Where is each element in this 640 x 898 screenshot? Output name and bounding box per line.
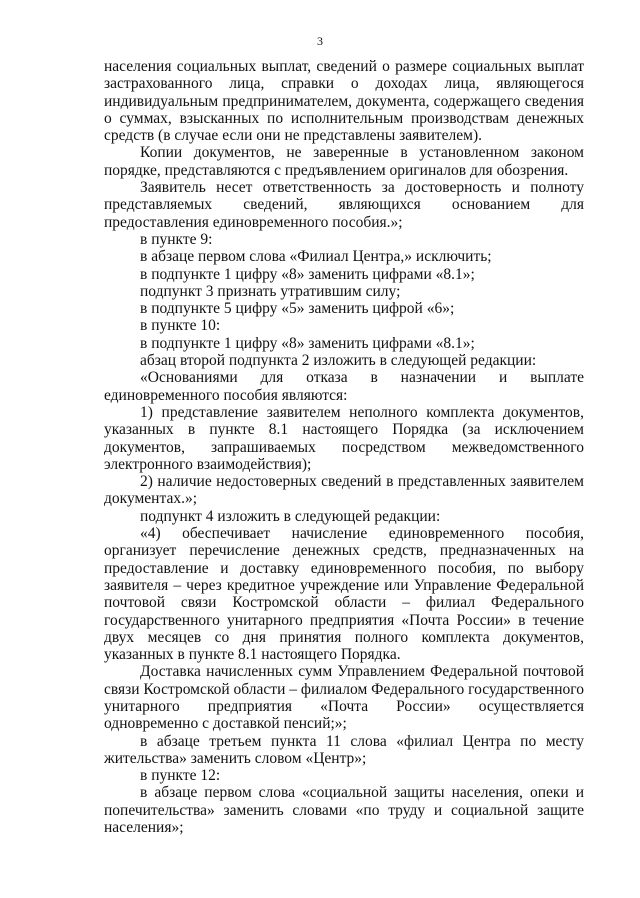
paragraph: 2) наличие недостоверных сведений в представленных заявителем документах.»; [104, 473, 584, 508]
paragraph: в абзаце первом слова «социальной защиты населения, опеки и попечительства» заменить словами «по труду и социальной защите населения»; [104, 784, 584, 837]
paragraph: подпункт 3 признать утратившим силу; [140, 282, 401, 300]
page-number: 3 [317, 34, 323, 48]
paragraph: в подпункте 1 цифру «8» заменить цифрами «8.1»; [140, 265, 475, 283]
paragraph: Заявитель несет ответственность за достоверность и полноту представляемых сведений, являющихся основанием для предоставления единовременного пособия.»; [104, 179, 584, 231]
paragraph: в пункте 9: [140, 230, 213, 248]
paragraph: в абзаце первом слова «Филиал Центра,» исключить; [140, 248, 492, 266]
paragraph: «4) обеспечивает начисление единовременного пособия, организует перечисление денежных средств, предназначенных на предоставление и доставку единовременного пособия, по выбору заявителя – через кредитное учреждение или Управление Федеральной почтовой связи Костромской области – филиал Федерального государственного унитарного предприятия «Почта России» в течение двух месяцев со дня принятия полного комплекта документов, указанных в пункте 8.1 настоящего Порядка. [104, 525, 584, 664]
document-body [104, 58, 584, 836]
paragraph: абзац второй подпункта 2 изложить в следующей редакции: [140, 352, 537, 370]
paragraph: в подпункте 5 цифру «5» заменить цифрой «6»; [140, 300, 455, 318]
paragraph: «Основаниями для отказа в назначении и выплате единовременного пособия являются: [104, 369, 584, 404]
paragraph: Копии документов, не заверенные в установленном законом порядке, представляются с предъявлением оригиналов для обозрения. [104, 144, 584, 179]
paragraph: в пункте 10: [140, 317, 221, 335]
paragraph: в пункте 12: [140, 767, 221, 785]
paragraph: 1) представление заявителем неполного комплекта документов, указанных в пункте 8.1 настоящего Порядка (за исключением документов, запрашиваемых посредством межведомственного электронного взаимодействия); [104, 403, 584, 473]
paragraph: подпункт 4 изложить в следующей редакции: [140, 507, 441, 525]
paragraph: Доставка начисленных сумм Управлением Федеральной почтовой связи Костромской области – филиалом Федерального государственного унитарного предприятия «Почта России» осуществляется одновременно с доставкой пенсий;»; [104, 663, 584, 733]
paragraph: в абзаце третьем пункта 11 слова «филиал Центра по месту жительства» заменить словом «Центр»; [104, 732, 584, 767]
paragraph: в подпункте 1 цифру «8» заменить цифрами «8.1»; [140, 334, 475, 352]
paragraph: населения социальных выплат, сведений о размере социальных выплат застрахованного лица, справки о доходах лица, являющегося индивидуальным предпринимателем, документа, содержащего сведения о суммах, взысканных по исполнительным производствам денежных средств (в случае если они не представлены заявителем). [104, 58, 584, 145]
